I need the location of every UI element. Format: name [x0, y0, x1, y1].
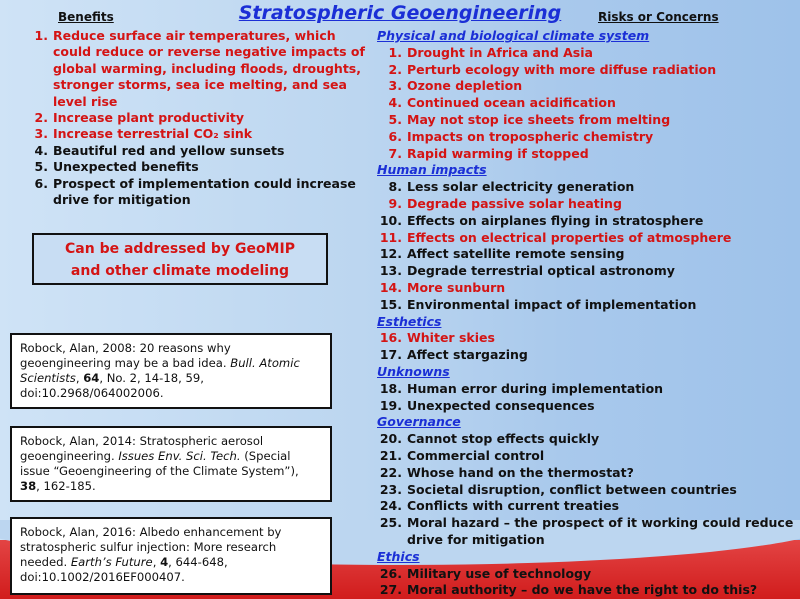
benefit-number: 1. — [34, 28, 48, 43]
risk-number: 23. — [379, 481, 402, 497]
risk-number: 16. — [379, 330, 402, 346]
benefit-item — [28, 28, 373, 110]
risk-item — [377, 95, 797, 112]
risk-number: 14. — [379, 279, 402, 295]
risk-number: 12. — [379, 246, 402, 262]
risk-number: 4. — [388, 95, 402, 111]
risk-text: Effects on electrical properties of atmosphere — [407, 229, 732, 245]
risk-number: 15. — [379, 296, 402, 312]
risk-number: 19. — [379, 397, 402, 413]
benefits-header: Benefits — [58, 10, 114, 24]
risk-item — [377, 45, 797, 62]
risk-text: Less solar electricity generation — [407, 179, 635, 195]
risk-item — [377, 196, 797, 213]
risk-item — [377, 78, 797, 95]
risk-item — [377, 347, 797, 364]
risk-item — [377, 230, 797, 247]
risk-category-heading: Ethics — [377, 548, 420, 564]
benefit-number: 4. — [34, 142, 48, 158]
risk-text: Impacts on tropospheric chemistry — [407, 128, 654, 144]
risk-text: Moral authority – do we have the right to do this? — [407, 582, 758, 598]
risk-number: 20. — [379, 431, 402, 447]
risk-text: Perturb ecology with more diffuse radiation — [407, 61, 717, 77]
risk-category-heading: Unknowns — [377, 363, 450, 379]
risk-text: Military use of technology — [407, 565, 592, 581]
risk-item — [377, 582, 797, 599]
risk-text: Whose hand on the thermostat? — [407, 464, 634, 480]
risk-text: More sunburn — [407, 279, 506, 295]
risk-item — [377, 246, 797, 263]
benefit-item — [28, 176, 373, 209]
risk-item — [377, 515, 797, 549]
risk-item — [377, 566, 797, 583]
risk-category-heading: Physical and biological climate system — [377, 28, 650, 43]
risk-item — [377, 431, 797, 448]
risks-list — [377, 28, 797, 599]
risk-text: Effects on airplanes flying in stratosphere — [407, 212, 704, 228]
risk-category-heading: Governance — [377, 414, 461, 430]
benefit-number: 3. — [34, 126, 48, 142]
risk-text: Cannot stop effects quickly — [407, 431, 600, 447]
risk-text: Conflicts with current treaties — [407, 498, 620, 514]
geomip-line-2: and other climate modeling — [70, 263, 290, 279]
risk-number: 7. — [388, 145, 402, 161]
benefit-number: 5. — [34, 159, 48, 175]
risk-number: 8. — [388, 179, 402, 195]
benefit-item — [28, 110, 373, 126]
risk-number: 10. — [379, 212, 402, 228]
benefit-text: Increase plant productivity — [53, 110, 244, 126]
risk-text: Moral hazard – the prospect of it working could reduce drive for mitigation — [407, 515, 794, 547]
risk-item — [377, 112, 797, 129]
risk-item — [377, 179, 797, 196]
benefit-text: Beautiful red and yellow sunsets — [53, 142, 285, 158]
risk-item — [377, 398, 797, 415]
risk-item — [377, 465, 797, 482]
risk-item — [377, 482, 797, 499]
risk-text: Environmental impact of implementation — [407, 296, 697, 312]
risk-text: Human error during implementation — [407, 380, 664, 396]
risk-text: Commercial control — [407, 447, 545, 463]
risk-number: 24. — [379, 498, 402, 514]
risk-number: 13. — [379, 263, 402, 279]
risk-number: 22. — [379, 464, 402, 480]
reference-box-2016: Robock, Alan, 2016: Albedo enhancement by stratospheric sulfur injection: More research needed. Earth’s Future, 4, 644-648, doi:10.1002/2016EF000407. — [10, 517, 332, 595]
risk-text: May not stop ice sheets from melting — [407, 111, 671, 127]
benefit-number: 2. — [34, 110, 48, 126]
risk-item — [377, 146, 797, 163]
benefit-item — [28, 126, 373, 142]
benefit-text: Reduce surface air temperatures, which could reduce or reverse negative impacts of global warming, including floods, droughts, stronger storms, sea ice melting, and sea level rise — [53, 28, 365, 109]
risk-text: Affect stargazing — [407, 347, 528, 363]
risk-text: Unexpected consequences — [407, 397, 595, 413]
risk-number: 17. — [379, 347, 402, 363]
risk-text: Degrade passive solar heating — [407, 195, 622, 211]
risk-number: 1. — [388, 44, 402, 60]
geomip-line-1: Can be addressed by GeoMIP — [65, 241, 295, 257]
risk-text: Continued ocean acidification — [407, 95, 616, 111]
benefit-item — [28, 159, 373, 175]
risk-item — [377, 448, 797, 465]
risks-header: Risks or Concerns — [598, 10, 719, 24]
benefit-item — [28, 143, 373, 159]
reference-box-2014: Robock, Alan, 2014: Stratospheric aerosol geoengineering. Issues Env. Sci. Tech. (Special issue “Geoengineering of the Climate System”), 38, 162-185. — [10, 426, 332, 502]
risk-number: 21. — [379, 447, 402, 463]
risk-item — [377, 129, 797, 146]
risk-number: 6. — [388, 128, 402, 144]
risk-text: Ozone depletion — [407, 78, 523, 94]
risk-number: 2. — [388, 61, 402, 77]
risk-text: Societal disruption, conflict between countries — [407, 481, 737, 497]
slide-title: Stratospheric Geoengineering — [238, 2, 562, 24]
benefit-text: Increase terrestrial CO₂ sink — [53, 126, 253, 142]
risk-item — [377, 213, 797, 230]
risk-number: 3. — [388, 78, 402, 94]
risk-text: Drought in Africa and Asia — [407, 44, 593, 60]
risk-number: 25. — [379, 515, 402, 531]
risk-item — [377, 280, 797, 297]
risk-number: 9. — [388, 195, 402, 211]
risk-item — [377, 263, 797, 280]
risk-item — [377, 498, 797, 515]
risk-item — [377, 62, 797, 79]
risk-category-heading: Human impacts — [377, 162, 487, 178]
risk-number: 18. — [379, 380, 402, 396]
benefit-number: 6. — [34, 175, 48, 191]
risk-text: Degrade terrestrial optical astronomy — [407, 263, 675, 279]
reference-box-2008: Robock, Alan, 2008: 20 reasons why geoengineering may be a bad idea. Bull. Atomic Scientists, 64, No. 2, 14-18, 59, doi:10.2968/064002006. — [10, 333, 332, 409]
benefit-text: Prospect of implementation could increase drive for mitigation — [53, 175, 356, 208]
risk-text: Rapid warming if stopped — [407, 145, 589, 161]
risk-number: 5. — [388, 111, 402, 127]
risk-number: 27. — [379, 582, 402, 598]
benefits-list — [28, 28, 373, 208]
benefit-text: Unexpected benefits — [53, 159, 199, 175]
risk-number: 11. — [379, 229, 402, 245]
risk-text: Whiter skies — [407, 330, 495, 346]
risk-number: 26. — [379, 565, 402, 581]
geomip-callout-box — [32, 233, 328, 285]
risk-item — [377, 381, 797, 398]
risk-item — [377, 330, 797, 347]
risk-text: Affect satellite remote sensing — [407, 246, 625, 262]
risk-category-heading: Esthetics — [377, 313, 442, 329]
risk-item — [377, 297, 797, 314]
